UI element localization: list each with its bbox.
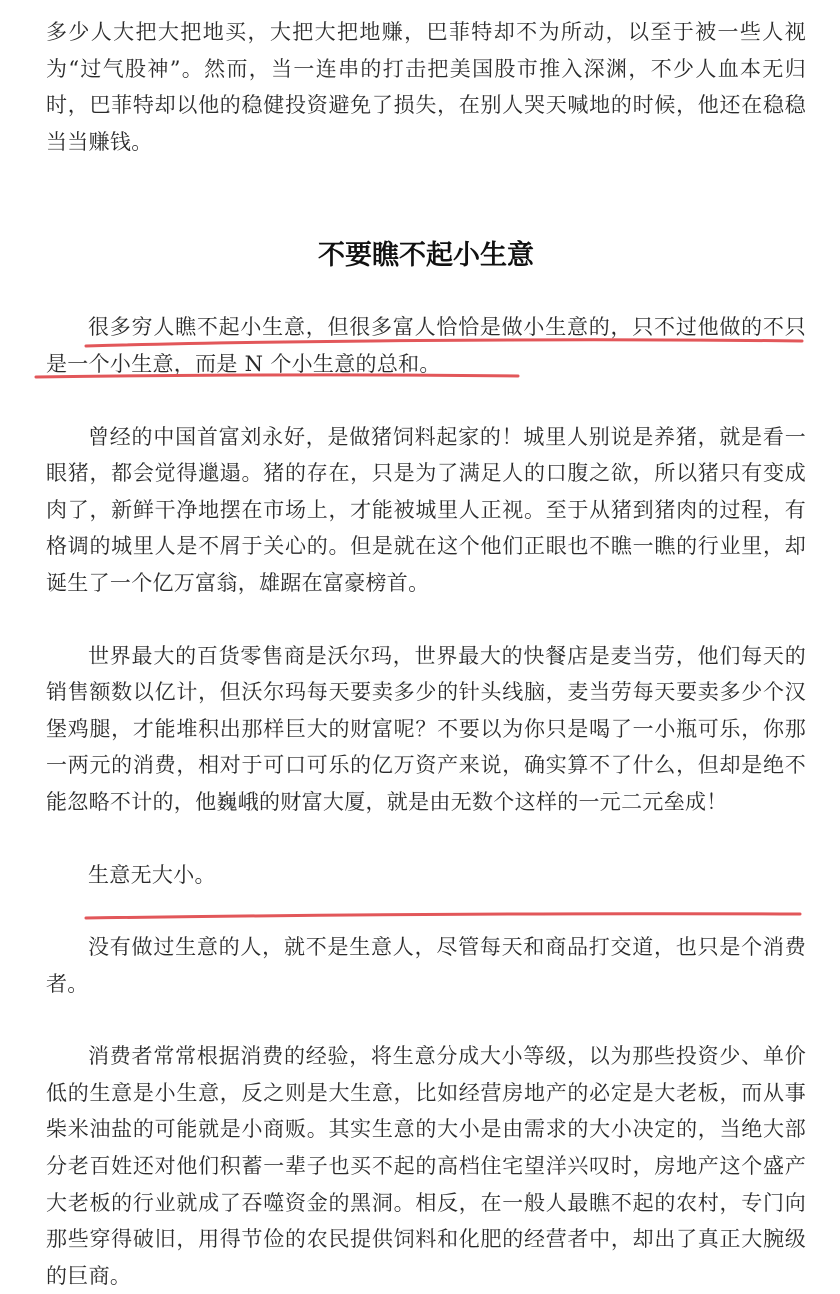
document-page	[46, 14, 806, 1294]
paragraph-1: 很多穷人瞧不起小生意，但很多富人恰恰是做小生意的，只不过他做的不只是一个小生意，而是 N 个小生意的总和。	[46, 315, 806, 376]
spacer	[46, 821, 806, 857]
paragraph-6: 消费者常常根据消费的经验，将生意分成大小等级，以为那些投资少、单价低的生意是小生意，反之则是大生意，比如经营房地产的必定是大老板，而从事柴米油盐的可能就是小商贩。其实生意的大小是由需求的大小决定的，当绝大部分老百姓还对他们积蓄一辈子也买不起的高档住宅望洋兴叹时，房地产这个盛产大老板的行业就成了吞噬资金的黑洞。相反，在一般人最瞧不起的农村，专门向那些穿得破旧，用得节俭的农民提供饲料和化肥的经营者中，却出了真正大腕级的巨商。	[46, 1044, 806, 1288]
spacer	[46, 160, 806, 233]
paragraph-4: 生意无大小。	[88, 862, 216, 887]
paragraph-intro: 多少人大把大把地买，大把大把地赚，巴菲特却不为所动，以至于被一些人视为“过气股神”。然而，当一连串的打击把美国股市推入深渊，不少人血本无归时，巴菲特却以他的稳健投资避免了损失，在别人哭天喊地的时候，他还在稳稳当当赚钱。	[46, 20, 806, 154]
section-title: 不要瞧不起小生意	[318, 240, 534, 272]
spacer	[46, 383, 806, 419]
spacer	[46, 602, 806, 638]
spacer	[46, 893, 806, 929]
paragraph-5: 没有做过生意的人，就不是生意人，尽管每天和商品打交道，也只是个消费者。	[46, 935, 806, 996]
paragraph-2: 曾经的中国首富刘永好，是做猪饲料起家的！城里人别说是养猪，就是看一眼猪，都会觉得邋遢。猪的存在，只是为了满足人的口腹之欲，所以猪只有变成肉了，新鲜干净地摆在市场上，才能被城里人正视。至于从猪到猪肉的过程，有格调的城里人是不屑于关心的。但是就在这个他们正眼也不瞧一瞧的行业里，却诞生了一个亿万富翁，雄踞在富豪榜首。	[46, 424, 806, 595]
spacer	[46, 272, 806, 309]
spacer	[46, 1002, 806, 1038]
paragraph-3: 世界最大的百货零售商是沃尔玛，世界最大的快餐店是麦当劳，他们每天的销售额数以亿计，但沃尔玛每天要卖多少的针头线脑，麦当劳每天要卖多少个汉堡鸡腿，才能堆积出那样巨大的财富呢？不要以为你只是喝了一小瓶可乐，你那一两元的消费，相对于可口可乐的亿万资产来说，确实算不了什么，但却是绝不能忽略不计的，他巍峨的财富大厦，就是由无数个这样的一元二元垒成！	[46, 643, 806, 814]
